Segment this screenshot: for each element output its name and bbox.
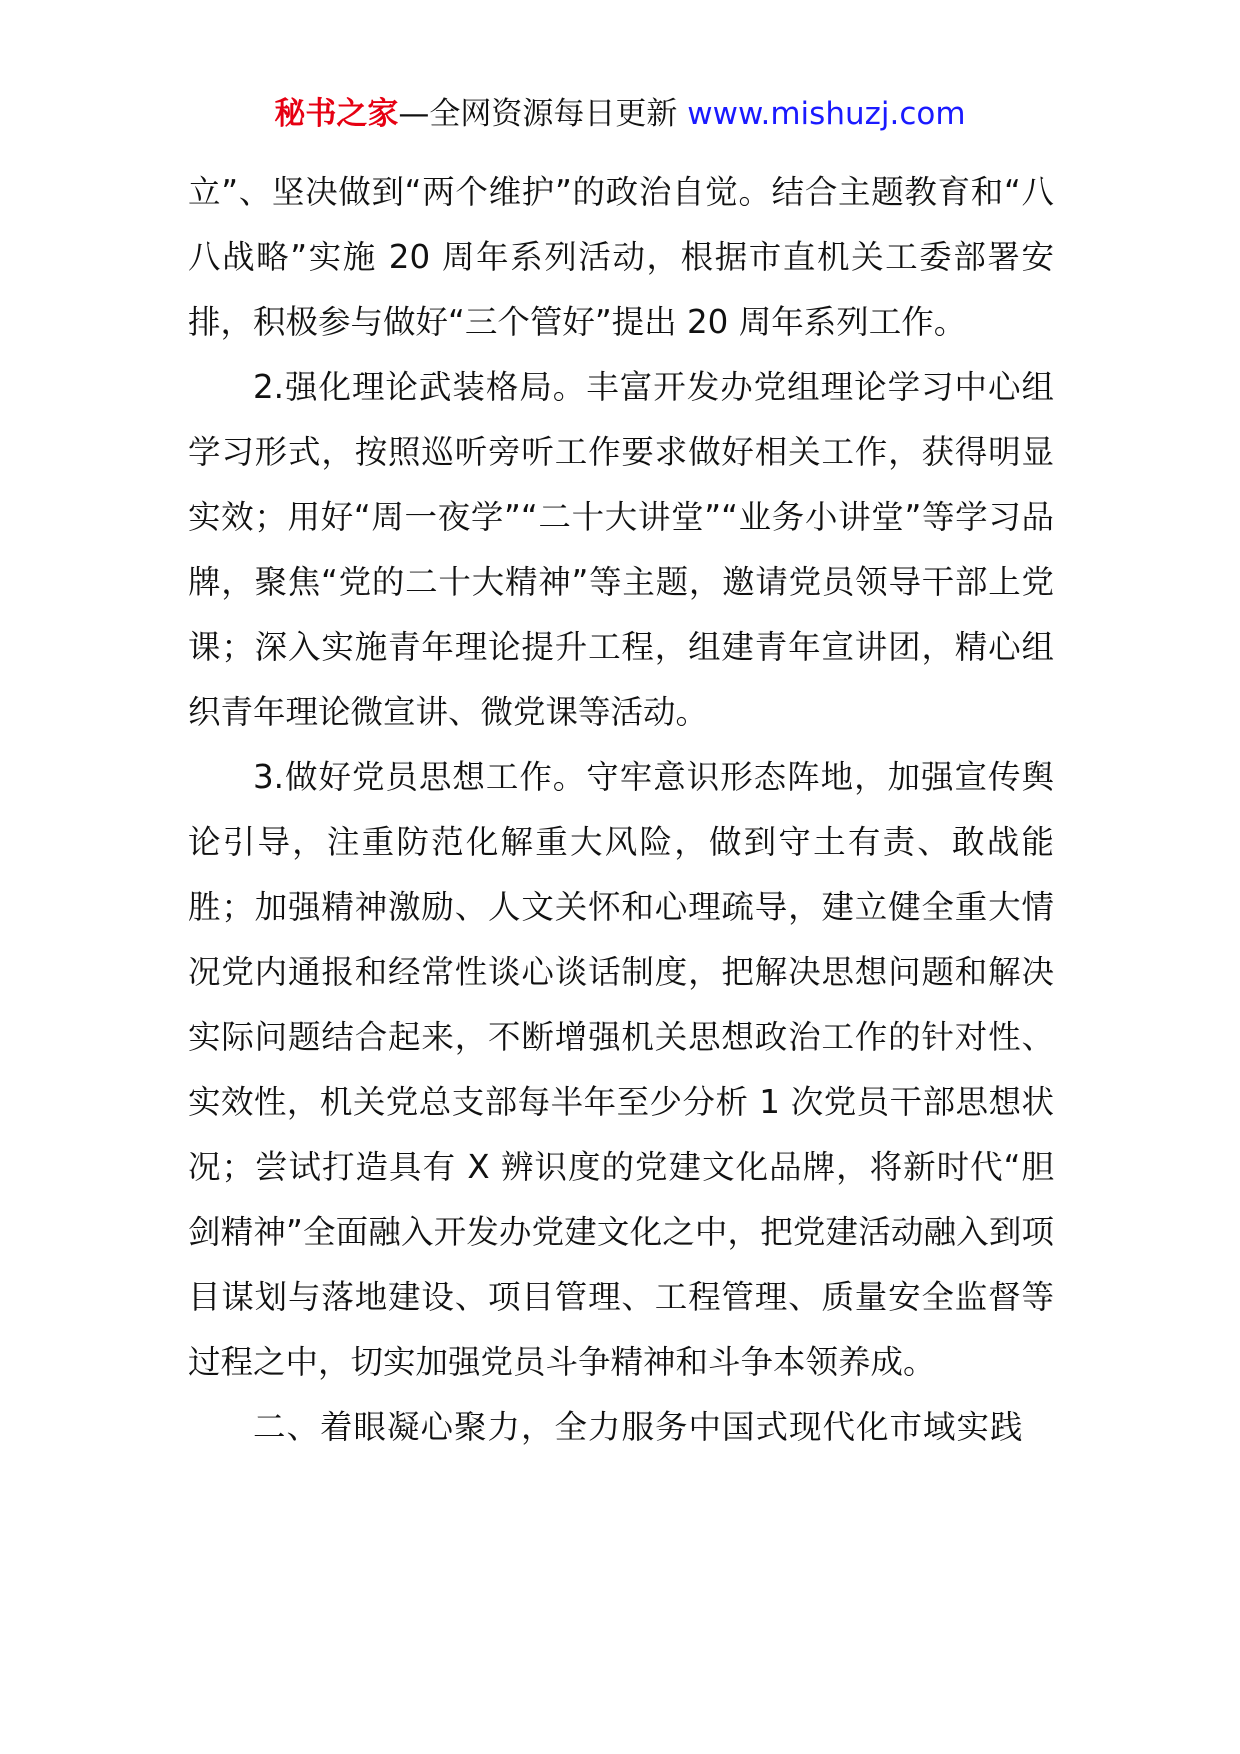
site-tagline: —全网资源每日更新 [398,96,678,132]
section-heading-two: 二、着眼凝心聚力，全力服务中国式现代化市域实践 [253,1408,1024,1446]
site-url-link[interactable]: www.mishuzj.com [687,96,966,132]
paragraph-continuation: 立”、坚决做到“两个维护”的政治自觉。结合主题教育和“八八战略”实施 20 周年系列活动，根据市直机关工委部署安排，积极参与做好“三个管好”提出 20 周年系列工作。 [188,173,1054,341]
paragraph-ideological-work: 3.做好党员思想工作。守牢意识形态阵地，加强宣传舆论引导，注重防范化解重大风险，做到守土有责、敢战能胜；加强精神激励、人文关怀和心理疏导，建立健全重大情况党内通报和经常性谈心谈话制度，把解决思想问题和解决实际问题结合起来，不断增强机关思想政治工作的针对性、实效性，机关党总支部每半年至少分析 1 次党员干部思想状况；尝试打造具有 X 辨识度的党建文化品牌，将新时代“胆剑精神”全面融入开发办党建文化之中，把党建活动融入到项目谋划与落地建设、项目管理、工程管理、质量安全监督等过程之中，切实加强党员斗争精神和斗争本领养成。 [188,758,1054,1381]
paragraph-theory-study: 2.强化理论武装格局。丰富开发办党组理论学习中心组学习形式，按照巡听旁听工作要求做好相关工作，获得明显实效；用好“周一夜学”“二十大讲堂”“业务小讲堂”等学习品牌，聚焦“党的二十大精神”等主题，邀请党员领导干部上党课；深入实施青年理论提升工程，组建青年宣讲团，精心组织青年理论微宣讲、微党课等活动。 [188,368,1054,731]
document-body [188,160,1054,1460]
site-brand: 秘书之家 [274,96,399,132]
site-header [0,92,1240,136]
